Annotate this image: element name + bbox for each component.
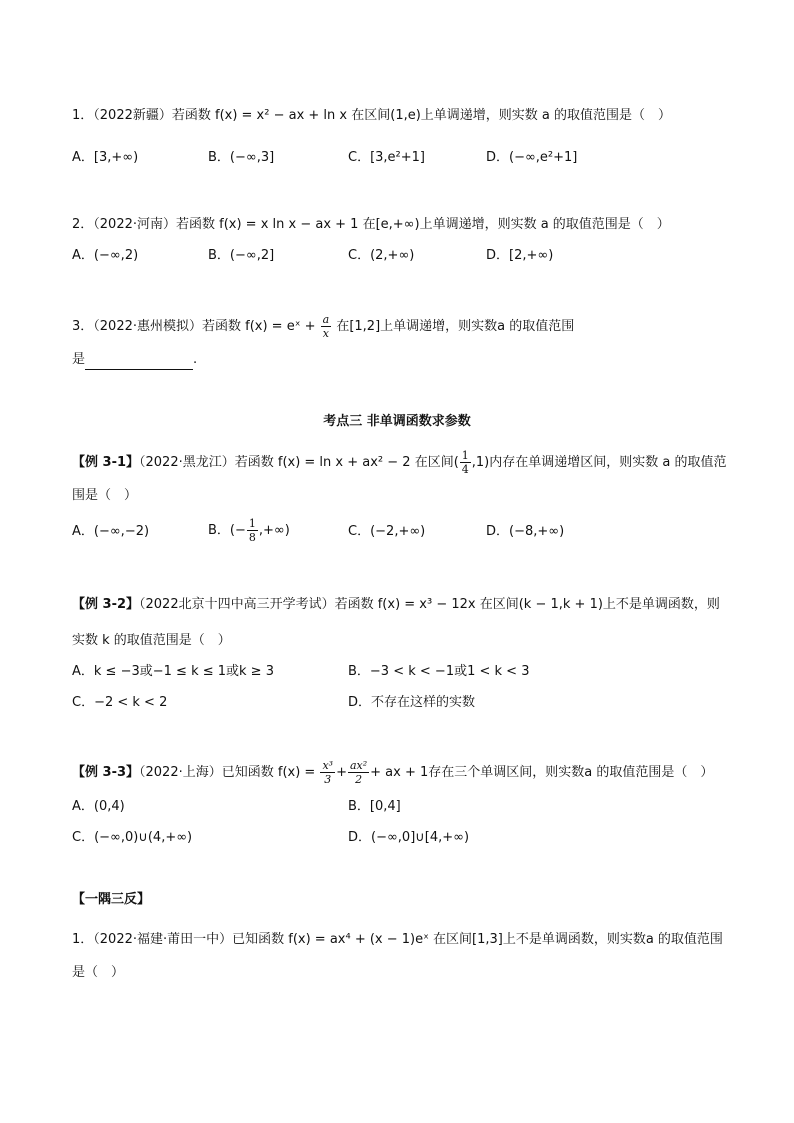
ex33-text2: + ax + 1存在三个单调区间，则实数a 的取值范围是（ ） xyxy=(370,765,714,780)
ex32-option-a: A．k ≤ −3或−1 ≤ k ≤ 1或k ≥ 3 xyxy=(72,664,274,679)
ex33-plus: + xyxy=(336,765,347,780)
ex31-fraction xyxy=(460,449,471,476)
ex33-option-c: C．(−∞,0)∪(4,+∞) xyxy=(72,830,193,845)
ex33-option-a: A．(0,4) xyxy=(72,799,125,814)
practice-question-1: 1．（2022·福建·莆田一中）已知函数 f(x) = ax⁴ + (x − 1)eˣ 在区间[1,3]上不是单调函数，则实数a 的取值范围 xyxy=(72,932,723,947)
q3-suffix: 在[1,2]上单调递增，则实数a 的取值范围 xyxy=(336,319,575,334)
q2-option-b: B．(−∞,2] xyxy=(208,248,275,263)
practice-q1-line2: 是（ ） xyxy=(72,965,125,980)
ex32-option-b: B．−3 < k < −1或1 < k < 3 xyxy=(348,664,530,679)
ex33-fraction-1 xyxy=(320,759,335,786)
ex31-text1: （2022·黑龙江）若函数 f(x) = ln x + ax² − 2 在区间( xyxy=(139,455,459,470)
ex31-optb-suffix: ,+∞) xyxy=(258,523,290,538)
q1-option-a: A．[3,+∞) xyxy=(72,150,139,165)
example-3-3 xyxy=(72,758,713,788)
q2-option-a: A．(−∞,2) xyxy=(72,248,139,263)
ex33-f2-num: ax² xyxy=(349,759,368,772)
ex31-option-b xyxy=(208,516,290,546)
ex33-option-b: B．[0,4] xyxy=(348,799,401,814)
ex33-option-d: D．(−∞,0]∪[4,+∞) xyxy=(348,830,470,845)
q1-option-b: B．(−∞,3] xyxy=(208,150,275,165)
ex31-frac-num: 1 xyxy=(461,449,469,462)
ex32-tag: 【例 3-2】 xyxy=(72,597,140,612)
q2-option-c: C．(2,+∞) xyxy=(348,248,415,263)
ex31-frac-den: 4 xyxy=(461,463,469,476)
ex31-optb-fraction xyxy=(247,517,258,544)
practice-header: 【一隅三反】 xyxy=(72,892,151,907)
q1-option-d: D．(−∞,e²+1] xyxy=(486,150,578,165)
section-title: 考点三 非单调函数求参数 xyxy=(323,414,471,429)
ex33-f1-den: 3 xyxy=(324,773,332,786)
ex31-option-a: A．(−∞,−2) xyxy=(72,524,150,539)
q1-option-c: C．[3,e²+1] xyxy=(348,150,425,165)
ex33-f1-num: x³ xyxy=(322,759,334,772)
example-3-1 xyxy=(72,448,727,478)
q3-line2-suffix: . xyxy=(193,352,198,367)
ex32-option-d: D．不存在这样的实数 xyxy=(348,695,476,710)
ex32-option-c: C．−2 < k < 2 xyxy=(72,695,168,710)
ex31-optb-prefix: B．(− xyxy=(208,523,246,538)
question-1: 1．（2022新疆）若函数 f(x) = x² − ax + ln x 在区间(1,e)上单调递增，则实数 a 的取值范围是（ ） xyxy=(72,108,672,123)
question-3 xyxy=(72,312,574,342)
answer-blank[interactable] xyxy=(85,355,193,370)
ex33-text1: （2022·上海）已知函数 f(x) = xyxy=(139,765,316,780)
q3-fraction xyxy=(321,313,332,340)
ex31-text2: ,1)内存在单调递增区间，则实数 a 的取值范 xyxy=(471,455,727,470)
q3-frac-num: a xyxy=(322,313,330,326)
ex33-tag: 【例 3-3】 xyxy=(72,765,140,780)
ex31-optb-frac-num: 1 xyxy=(248,517,256,530)
ex31-optb-frac-den: 8 xyxy=(248,531,256,544)
q3-frac-den: x xyxy=(322,327,330,340)
example-3-2 xyxy=(72,595,720,615)
q2-option-d: D．[2,+∞) xyxy=(486,248,554,263)
ex31-option-d: D．(−8,+∞) xyxy=(486,524,565,539)
ex33-f2-den: 2 xyxy=(355,773,363,786)
ex31-line2: 围是（ ） xyxy=(72,488,138,503)
question-2: 2．（2022·河南）若函数 f(x) = x ln x − ax + 1 在[e,+∞)上单调递增，则实数 a 的取值范围是（ ） xyxy=(72,217,670,232)
q3-prefix: 3．（2022·惠州模拟）若函数 f(x) = eˣ + xyxy=(72,319,316,334)
ex33-fraction-2 xyxy=(348,759,369,786)
ex31-option-c: C．(−2,+∞) xyxy=(348,524,426,539)
question-3-line2 xyxy=(72,350,197,370)
ex31-tag: 【例 3-1】 xyxy=(72,455,140,470)
q3-line2-prefix: 是 xyxy=(72,352,86,367)
ex32-text: （2022北京十四中高三开学考试）若函数 f(x) = x³ − 12x 在区间(k − 1,k + 1)上不是单调函数，则 xyxy=(139,597,720,612)
ex32-line2: 实数 k 的取值范围是（ ） xyxy=(72,633,231,648)
